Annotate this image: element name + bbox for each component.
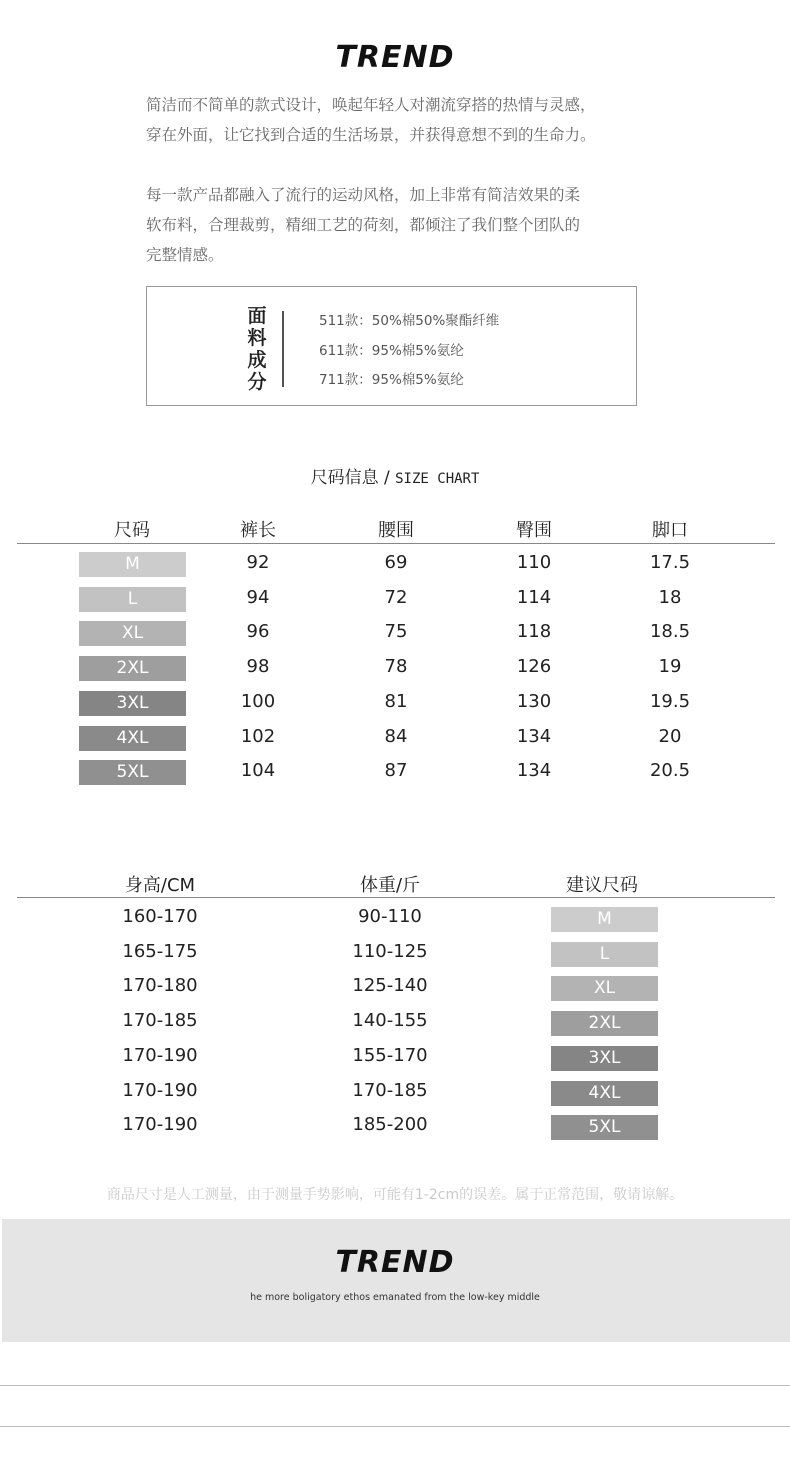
weight-range: 185-200 — [352, 1114, 428, 1136]
size-chart-title-en: SIZE CHART — [395, 471, 480, 487]
length-value: 104 — [240, 760, 276, 782]
recommended-size-badge: 2XL — [551, 1011, 658, 1036]
recommended-size-badge: L — [551, 942, 658, 967]
recommend-row — [0, 1039, 790, 1073]
recommend-divider — [17, 897, 775, 898]
bottom-divider — [0, 1385, 790, 1386]
size-chart-row — [0, 754, 790, 788]
header-weight: 体重/斤 — [359, 875, 421, 896]
length-value: 98 — [246, 656, 270, 678]
size-chart-row — [0, 720, 790, 754]
size-badge: 5XL — [79, 760, 186, 785]
size-chart-title-cn: 尺码信息 / — [310, 468, 396, 488]
footer-tagline: he more boligatory ethos emanated from the low-key middle — [250, 1292, 540, 1303]
weight-range: 125-140 — [352, 975, 428, 997]
hip-value: 114 — [516, 586, 552, 608]
weight-range: 90-110 — [358, 906, 422, 927]
recommended-size-badge: 5XL — [551, 1115, 658, 1140]
footer-trend-logo: TREND — [335, 1245, 455, 1280]
hip-value: 134 — [516, 760, 552, 782]
length-value: 96 — [246, 621, 270, 643]
fabric-title-char: 面 — [247, 305, 267, 327]
fabric-title — [245, 305, 269, 393]
weight-range: 170-185 — [352, 1079, 428, 1101]
hem-value: 18 — [658, 586, 682, 608]
height-range: 170-190 — [122, 1044, 198, 1066]
size-badge: M — [79, 552, 186, 577]
size-chart-row — [0, 581, 790, 615]
header-length: 裤长 — [240, 520, 276, 541]
height-range: 170-190 — [122, 1114, 198, 1136]
recommended-size-badge: 3XL — [551, 1046, 658, 1071]
size-chart-row — [0, 650, 790, 684]
header-recommended-size: 建议尺码 — [566, 875, 638, 896]
header-hem: 脚口 — [652, 520, 688, 541]
intro-line: 软布料，合理裁剪，精细工艺的荷刻，都倾注了我们整个团队的 — [146, 216, 581, 234]
bottom-divider — [0, 1426, 790, 1427]
intro-line: 穿在外面，让它找到合适的生活场景，并获得意想不到的生命力。 — [146, 126, 596, 144]
waist-value: 72 — [384, 586, 408, 608]
fabric-line: 611款：95%棉5%氨纶 — [319, 342, 464, 359]
size-chart-divider — [17, 543, 775, 544]
fabric-divider — [282, 311, 284, 387]
size-badge: 3XL — [79, 691, 186, 716]
size-chart-title — [0, 463, 790, 488]
waist-value: 75 — [384, 621, 408, 643]
hip-value: 126 — [516, 656, 552, 678]
hem-value: 20 — [658, 725, 682, 747]
weight-range: 155-170 — [352, 1044, 428, 1066]
waist-value: 81 — [384, 690, 408, 712]
waist-value: 84 — [384, 725, 408, 747]
weight-range: 110-125 — [352, 940, 428, 962]
size-badge: XL — [79, 621, 186, 646]
intro-paragraph-1 — [146, 90, 656, 150]
recommend-row — [0, 969, 790, 1003]
fabric-title-char: 成 — [247, 349, 267, 371]
recommended-size-badge: 4XL — [551, 1081, 658, 1106]
length-value: 102 — [240, 725, 276, 747]
hip-value: 110 — [516, 552, 552, 573]
height-range: 160-170 — [122, 906, 198, 927]
height-range: 170-190 — [122, 1079, 198, 1101]
recommend-row — [0, 900, 790, 934]
recommend-row — [0, 1108, 790, 1142]
hem-value: 19.5 — [649, 690, 691, 712]
length-value: 100 — [240, 690, 276, 712]
hip-value: 118 — [516, 621, 552, 643]
weight-range: 140-155 — [352, 1010, 428, 1032]
size-badge: 2XL — [79, 656, 186, 681]
hem-value: 20.5 — [649, 760, 691, 782]
waist-value: 78 — [384, 656, 408, 678]
fabric-lines — [319, 307, 499, 396]
intro-paragraph-2 — [146, 180, 656, 270]
height-range: 170-185 — [122, 1010, 198, 1032]
waist-value: 69 — [384, 552, 408, 573]
size-chart-row — [0, 546, 790, 580]
size-badge: L — [79, 587, 186, 612]
measurement-note: 商品尺寸是人工测量，由于测量手势影响，可能有1-2cm的误差。属于正常范围，敬请谅解。 — [106, 1187, 684, 1203]
fabric-line: 711款：95%棉5%氨纶 — [319, 372, 464, 388]
hem-value: 19 — [658, 656, 682, 678]
footer-band — [2, 1219, 790, 1342]
length-value: 94 — [246, 586, 270, 608]
fabric-title-char: 料 — [247, 327, 267, 349]
fabric-title-char: 分 — [247, 371, 267, 393]
recommended-size-badge: XL — [551, 976, 658, 1001]
recommend-row — [0, 935, 790, 969]
length-value: 92 — [246, 552, 270, 573]
size-chart-row — [0, 615, 790, 649]
fabric-line: 511款：50%棉50%聚酯纤维 — [319, 313, 500, 329]
intro-line: 每一款产品都融入了流行的运动风格，加上非常有简洁效果的柔 — [146, 186, 581, 204]
hip-value: 130 — [516, 690, 552, 712]
waist-value: 87 — [384, 760, 408, 782]
intro-line: 完整情感。 — [146, 246, 224, 264]
height-range: 170-180 — [122, 975, 198, 997]
hem-value: 17.5 — [649, 552, 691, 573]
size-chart-row — [0, 685, 790, 719]
size-badge: 4XL — [79, 726, 186, 751]
fabric-composition-box — [146, 286, 637, 406]
intro-line: 简洁而不简单的款式设计，唤起年轻人对潮流穿搭的热情与灵感， — [146, 96, 596, 114]
height-range: 165-175 — [122, 940, 198, 962]
trend-logo: TREND — [335, 40, 455, 75]
recommended-size-badge: M — [551, 907, 658, 932]
hip-value: 134 — [516, 725, 552, 747]
header-height: 身高/CM — [124, 875, 196, 896]
header-waist: 腰围 — [378, 520, 414, 541]
hem-value: 18.5 — [649, 621, 691, 643]
header-size: 尺码 — [114, 520, 150, 541]
recommend-row — [0, 1004, 790, 1038]
header-hip: 臀围 — [516, 520, 552, 541]
recommend-row — [0, 1074, 790, 1108]
